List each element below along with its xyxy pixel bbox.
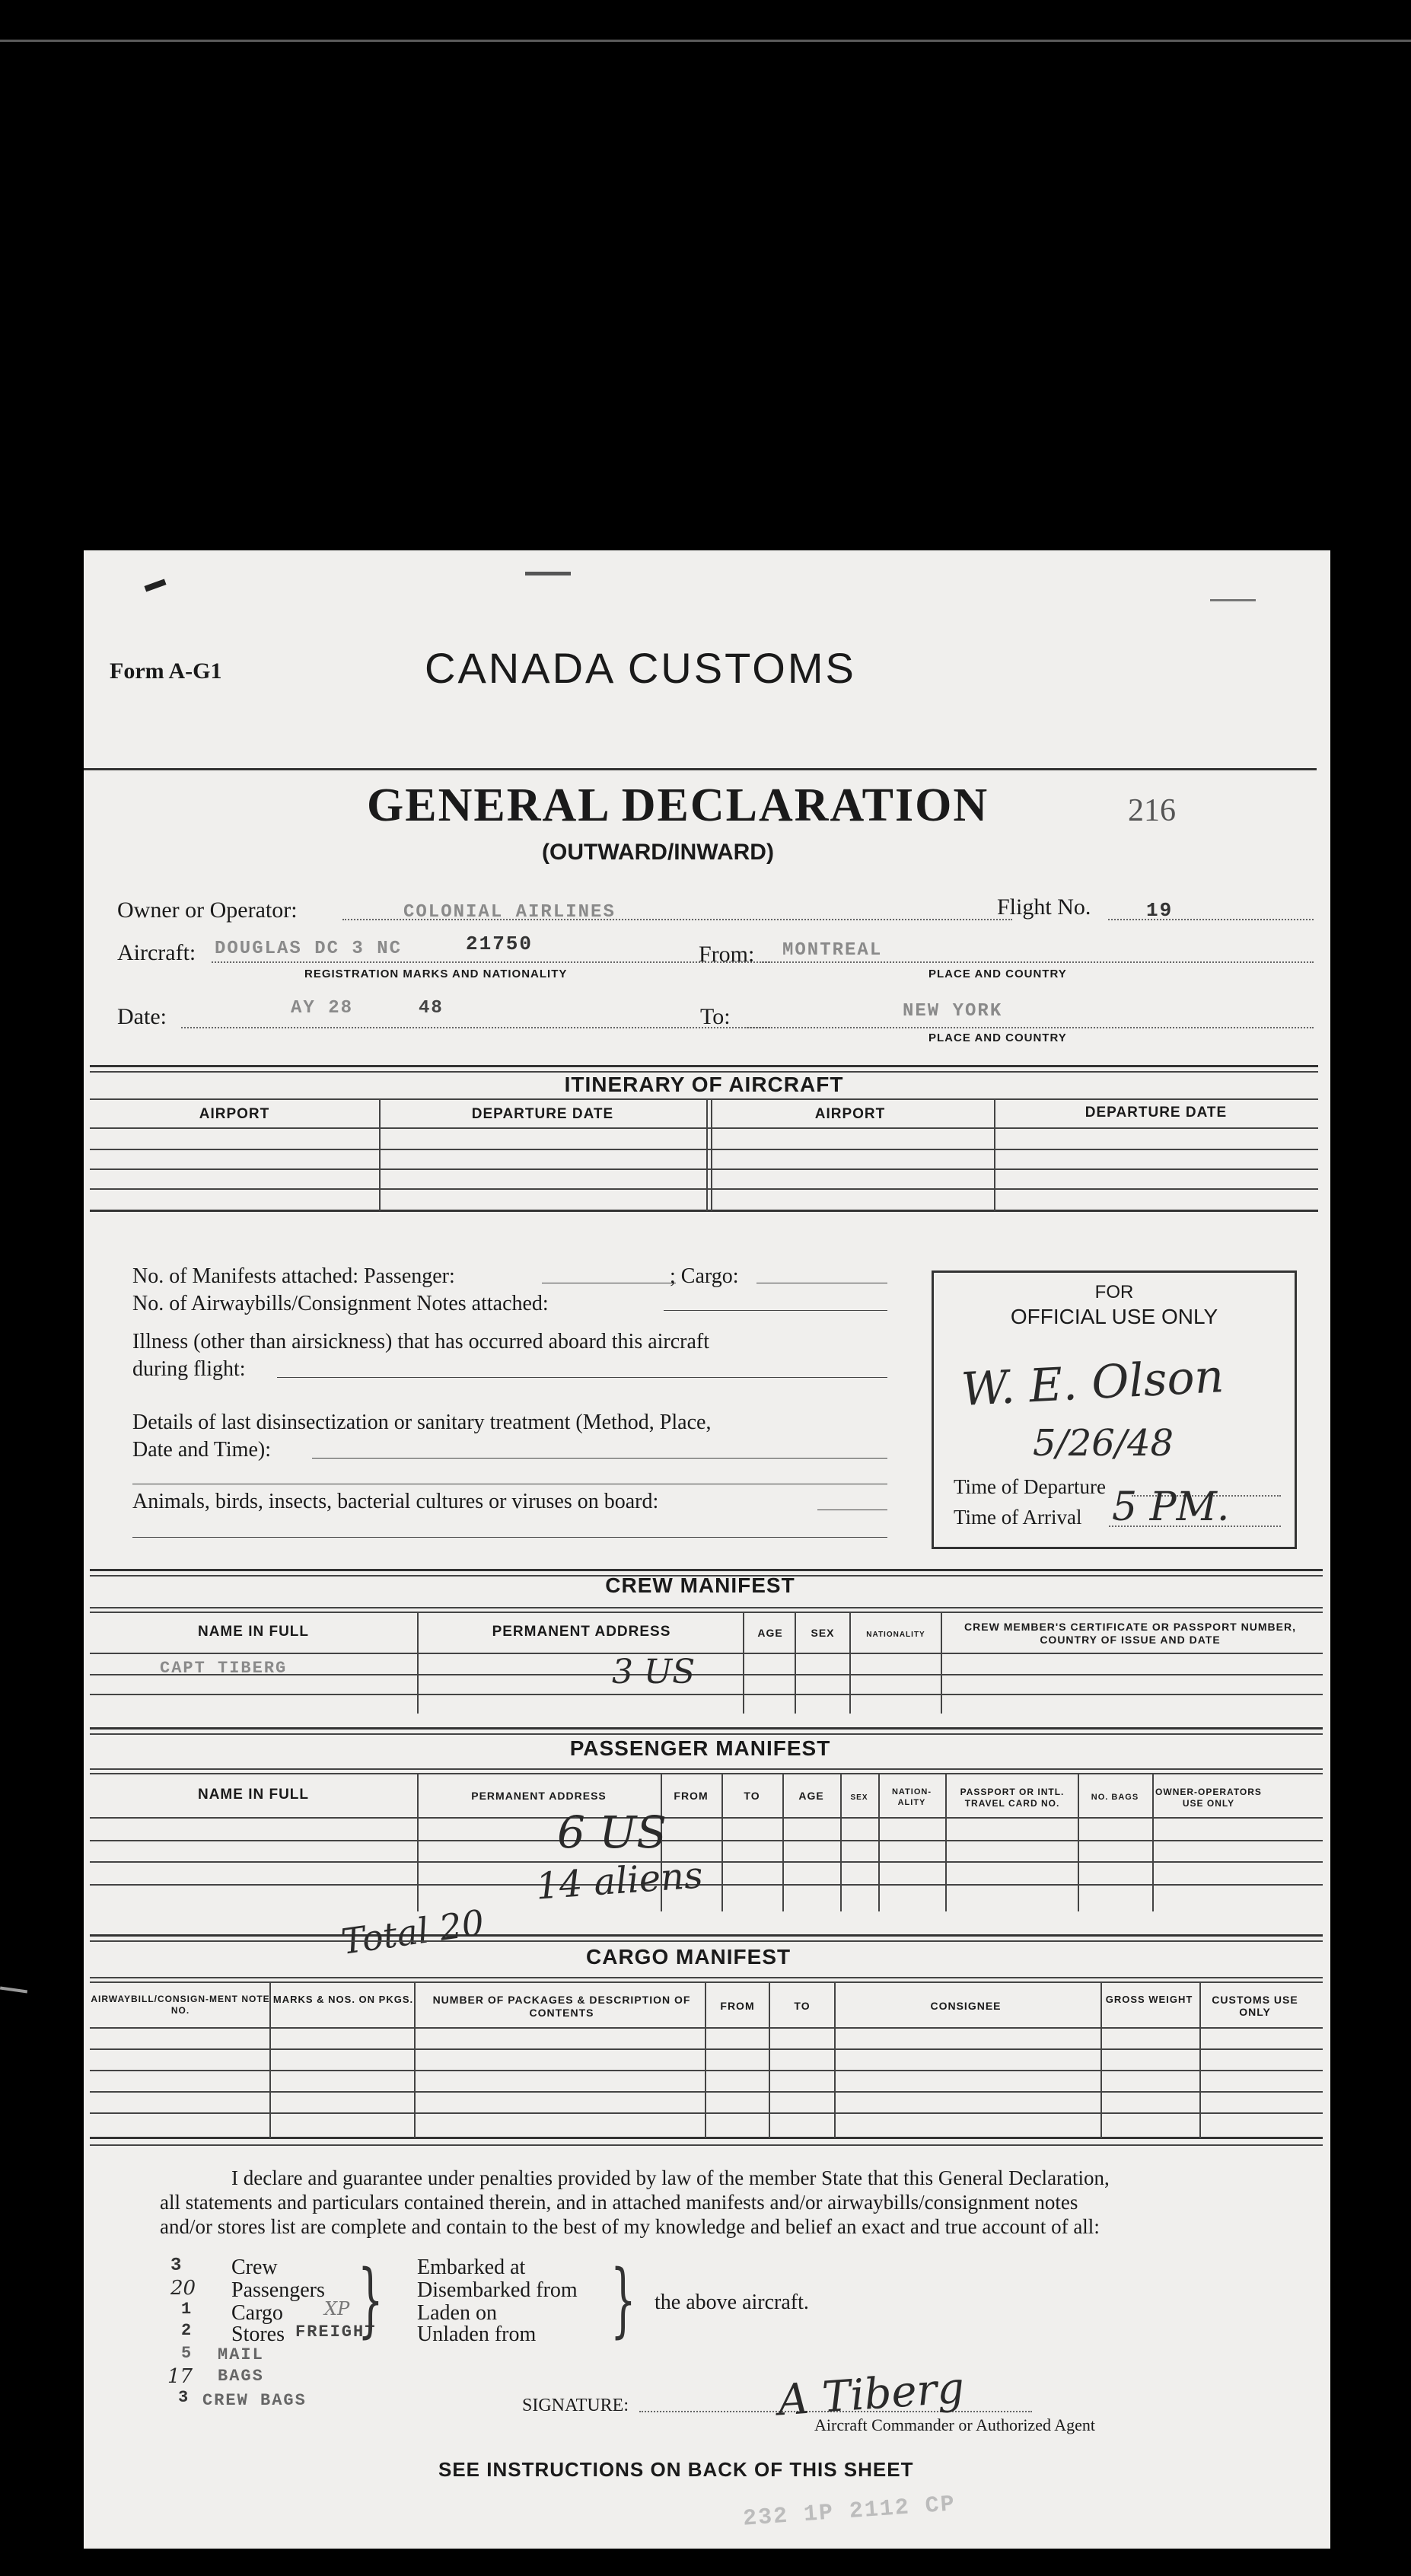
from-value: MONTREAL: [782, 940, 883, 961]
cargo-title: CARGO MANIFEST: [586, 1945, 791, 1969]
divider: [90, 1733, 1323, 1735]
aircraft-caption: REGISTRATION MARKS AND NATIONALITY: [304, 968, 568, 980]
cargo-col-marks: MARKS & NOS. ON PKGS.: [272, 1994, 414, 2005]
form-title: GENERAL DECLARATION: [367, 779, 989, 831]
cargo-note: XP: [324, 2298, 350, 2319]
table-rule: [941, 1612, 942, 1714]
stores-label: Stores: [231, 2323, 285, 2346]
official-signature: W. E. Olson: [960, 1350, 1225, 1417]
table-rule: [705, 1981, 706, 2138]
table-rule: [782, 1773, 784, 1911]
passenger-total: Total 20: [339, 1902, 487, 1962]
ink-smudge: [525, 572, 571, 575]
crew-bags-label: CREW BAGS: [202, 2391, 307, 2410]
table-rule: [90, 2112, 1323, 2114]
form-subtitle: (OUTWARD/INWARD): [542, 840, 774, 865]
from-label: From:: [699, 942, 755, 967]
answer-line: [132, 1537, 887, 1538]
passenger-col-from: FROM: [674, 1790, 709, 1802]
crew-col-certificate: CREW MEMBER'S CERTIFICATE OR PASSPORT NUMBER, COUNTRY OF ISSUE AND DATE: [964, 1621, 1296, 1646]
owner-label: Owner or Operator:: [117, 897, 298, 923]
cargo-col-from: FROM: [720, 2000, 755, 2012]
table-rule: [90, 2144, 1323, 2146]
from-line: [760, 961, 1314, 963]
table-rule: [795, 1612, 796, 1714]
passenger-us-count: 6 US: [557, 1806, 667, 1858]
disinsect-label-2: Date and Time):: [132, 1438, 271, 1462]
table-rule: [721, 1773, 723, 1911]
passenger-col-name: NAME IN FULL: [197, 1787, 310, 1803]
table-rule: [417, 1773, 419, 1911]
divider: [90, 1940, 1323, 1942]
date-value: AY 28: [291, 998, 354, 1019]
crew-col-name: NAME IN FULL: [197, 1624, 310, 1640]
answer-line: [664, 1310, 887, 1311]
action-laden: Laden on: [417, 2301, 497, 2325]
action-embarked: Embarked at: [417, 2256, 526, 2279]
flight-value: 19: [1146, 899, 1174, 922]
mail-label: MAIL: [218, 2345, 264, 2364]
departure-time-label: Time of Departure: [954, 1475, 1106, 1498]
aircraft-text: the above aircraft.: [655, 2291, 809, 2314]
table-rule: [706, 1098, 708, 1211]
table-rule: [769, 1981, 770, 2138]
action-unladen: Unladen from: [417, 2323, 537, 2346]
table-rule: [90, 1861, 1323, 1863]
cargo-col-airwaybill: AIRWAYBILL/CONSIGN-MENT NOTE NO.: [91, 1994, 270, 2016]
answer-line: [277, 1377, 887, 1378]
airwaybills-label: No. of Airwaybills/Consignment Notes attached:: [132, 1292, 549, 1315]
statement-line-3: and/or stores list are complete and contain to the best of my knowledge and belief an exact and true account of all:: [160, 2215, 1100, 2238]
table-rule: [743, 1612, 744, 1714]
animals-label: Animals, birds, insects, bacterial cultures or viruses on board:: [132, 1490, 659, 1513]
passenger-aliens-count: 14 aliens: [534, 1854, 705, 1908]
table-rule: [90, 2070, 1323, 2071]
table-rule: [849, 1612, 851, 1714]
itinerary-title: ITINERARY OF AIRCRAFT: [564, 1073, 844, 1096]
scan-artifact: [0, 1987, 27, 1994]
table-rule: [1199, 1981, 1201, 2138]
form-number: Form A-G1: [110, 658, 222, 684]
table-rule: [945, 1773, 947, 1911]
crew-col-nationality: NATIONALITY: [866, 1631, 925, 1639]
aircraft-label: Aircraft:: [117, 940, 196, 965]
divider: [90, 1098, 1318, 1100]
passengers-label: Passengers: [231, 2278, 325, 2302]
itinerary-col-airport: AIRPORT: [199, 1106, 270, 1122]
cargo-count-label: ; Cargo:: [670, 1264, 739, 1288]
crew-label: Crew: [231, 2256, 278, 2279]
table-rule: [1100, 1981, 1102, 2138]
crew-title: CREW MANIFEST: [605, 1573, 795, 1597]
divider: [90, 1569, 1323, 1571]
arrival-time-value: 5 PM.: [1112, 1484, 1230, 1530]
answer-line: [312, 1458, 887, 1459]
table-rule: [90, 2137, 1323, 2139]
statement-line-1: I declare and guarantee under penalties provided by law of the member State that this General Declaration,: [231, 2166, 1110, 2189]
divider: [90, 1981, 1323, 1983]
divider: [90, 1065, 1318, 1067]
table-rule: [994, 1098, 995, 1211]
crew-row-name: CAPT TIBERG: [160, 1659, 288, 1678]
passengers-count: 20: [170, 2277, 196, 2300]
manifests-label: No. of Manifests attached: Passenger:: [132, 1264, 455, 1288]
table-rule: [90, 1840, 1323, 1841]
table-rule: [834, 1981, 836, 2138]
aircraft-value: DOUGLAS DC 3 NC: [215, 939, 403, 959]
table-rule: [90, 1934, 1323, 1937]
table-rule: [90, 1210, 1318, 1212]
cargo-count: 1: [181, 2300, 193, 2319]
table-rule: [1152, 1773, 1154, 1911]
document-number: 216: [1128, 793, 1176, 828]
ink-smudge: [144, 579, 166, 591]
disinsect-label: Details of last disinsectization or sanitary treatment (Method, Place,: [132, 1411, 712, 1434]
divider: [90, 1612, 1323, 1613]
signature-caption: Aircraft Commander or Authorized Agent: [814, 2415, 1096, 2434]
signature-label: SIGNATURE:: [522, 2396, 629, 2415]
table-rule: [711, 1098, 712, 1211]
crew-col-age: AGE: [757, 1627, 783, 1639]
table-rule: [90, 1127, 1318, 1129]
table-rule: [90, 1168, 1318, 1170]
official-date: 5/26/48: [1033, 1422, 1174, 1465]
ink-smudge: [1210, 599, 1256, 601]
arrival-time-label: Time of Arrival: [954, 1506, 1082, 1529]
aircraft-registration: 21750: [466, 933, 534, 955]
table-rule: [90, 1188, 1318, 1190]
signature-value: A Tiberg: [776, 2363, 967, 2426]
crew-col-sex: SEX: [811, 1627, 835, 1639]
passenger-title: PASSENGER MANIFEST: [569, 1736, 831, 1760]
table-rule: [1078, 1773, 1079, 1911]
left-brace: }: [358, 2252, 384, 2346]
stores-typed: FREIGHT: [295, 2323, 377, 2342]
cargo-col-packages: NUMBER OF PACKAGES & DESCRIPTION OF CONTENTS: [432, 1994, 691, 2019]
table-rule: [878, 1773, 880, 1911]
table-rule: [379, 1098, 381, 1211]
to-caption: PLACE AND COUNTRY: [928, 1031, 1067, 1044]
cargo-col-customs: CUSTOMS USE ONLY: [1212, 1994, 1298, 2018]
passenger-col-nationality: NATION-ALITY: [891, 1787, 932, 1807]
date-line: [181, 1027, 770, 1028]
cargo-col-to: TO: [794, 2000, 811, 2012]
illness-label-2: during flight:: [132, 1357, 246, 1381]
divider: [84, 768, 1317, 770]
bags-label: BAGS: [218, 2367, 264, 2386]
official-for: FOR: [1094, 1282, 1134, 1302]
mail-count: 5: [181, 2344, 193, 2363]
table-rule: [269, 1981, 271, 2138]
from-caption: PLACE AND COUNTRY: [928, 968, 1067, 980]
cargo-col-weight: GROSS WEIGHT: [1105, 1994, 1193, 2005]
owner-value: COLONIAL AIRLINES: [403, 902, 616, 923]
table-rule: [414, 1981, 416, 2138]
scan-edge-line: [0, 40, 1411, 42]
table-rule: [90, 2091, 1323, 2093]
date-label: Date:: [117, 1004, 167, 1029]
crew-row-address: 3 US: [612, 1653, 696, 1691]
passenger-col-bags: NO. BAGS: [1091, 1793, 1139, 1802]
table-rule: [90, 1149, 1318, 1150]
crew-bags-count: 3: [178, 2388, 190, 2407]
table-rule: [417, 1612, 419, 1714]
passenger-col-sex: SEX: [850, 1793, 868, 1802]
crew-count: 3: [170, 2256, 183, 2276]
statement-line-2: all statements and particulars contained therein, and in attached manifests and/or airwaybills/consignment notes: [160, 2191, 1078, 2214]
passenger-col-owner: OWNER-OPERATORS USE ONLY: [1155, 1787, 1262, 1809]
crew-col-address: PERMANENT ADDRESS: [492, 1624, 671, 1640]
itinerary-col-departure: DEPARTURE DATE: [471, 1106, 614, 1122]
passenger-col-passport: PASSPORT OR INTL. TRAVEL CARD NO.: [960, 1787, 1065, 1809]
instructions: SEE INSTRUCTIONS ON BACK OF THIS SHEET: [438, 2458, 914, 2481]
divider: [90, 1768, 1323, 1770]
passenger-col-age: AGE: [798, 1790, 824, 1802]
table-rule: [90, 2027, 1323, 2029]
flight-label: Flight No.: [997, 894, 1091, 920]
to-label: To:: [700, 1004, 731, 1029]
stores-count: 2: [181, 2321, 193, 2340]
official-title: OFFICIAL USE ONLY: [1010, 1305, 1218, 1328]
table-rule: [90, 2048, 1323, 2050]
itinerary-col-airport-2: AIRPORT: [814, 1106, 886, 1122]
bags-count: 17: [167, 2365, 193, 2388]
date-year: 48: [419, 998, 444, 1019]
to-line: [744, 1027, 1314, 1028]
cargo-col-consignee: CONSIGNEE: [930, 2000, 1002, 2012]
action-disembarked: Disembarked from: [417, 2278, 578, 2302]
table-rule: [840, 1773, 842, 1911]
table-rule: [90, 1884, 1323, 1886]
passenger-col-address: PERMANENT ADDRESS: [471, 1790, 607, 1802]
passenger-col-to: TO: [744, 1790, 760, 1802]
flight-line: [1108, 919, 1314, 920]
right-brace: }: [610, 2252, 636, 2346]
faded-stamp: 232 1P 2112 CP: [742, 2492, 957, 2533]
to-value: NEW YORK: [903, 1001, 1003, 1022]
cargo-label: Cargo: [231, 2301, 283, 2325]
itinerary-col-departure-2: DEPARTURE DATE: [1085, 1105, 1228, 1121]
illness-label: Illness (other than airsickness) that has occurred aboard this aircraft: [132, 1330, 710, 1353]
divider: [90, 1977, 1323, 1978]
divider: [90, 1773, 1323, 1774]
declaration-form: [84, 550, 1330, 2549]
table-rule: [90, 1727, 1323, 1730]
table-rule: [90, 1653, 1323, 1654]
official-use-box: [932, 1270, 1297, 1549]
aircraft-line: [212, 961, 770, 963]
table-rule: [90, 1694, 1323, 1695]
table-rule: [90, 1817, 1323, 1819]
agency-title: CANADA CUSTOMS: [425, 644, 856, 692]
divider: [90, 1607, 1323, 1608]
